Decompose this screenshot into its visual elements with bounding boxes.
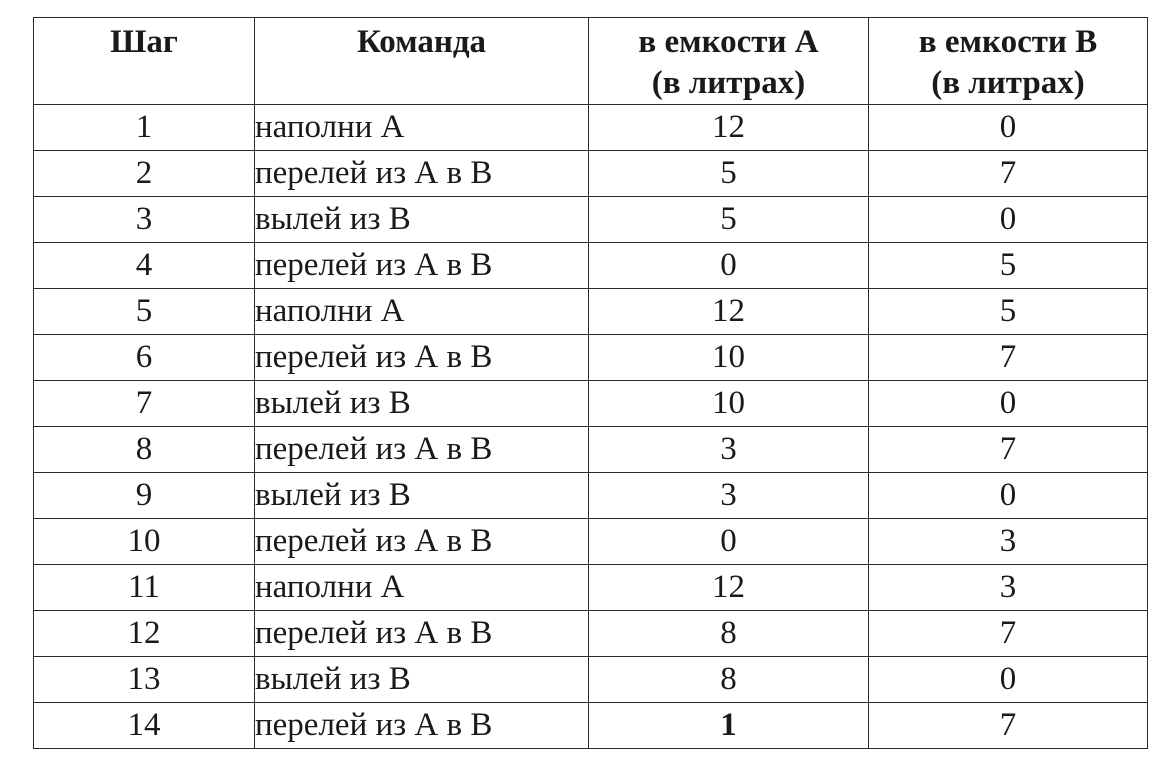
tank-a-value-cell: 5 [589,197,869,243]
step-cell: 1 [34,105,255,151]
tank-b-value-cell: 7 [869,427,1148,473]
command-cell: наполни А [255,565,589,611]
step-cell: 8 [34,427,255,473]
tank-a-value-cell: 3 [589,473,869,519]
tank-b-value-cell: 5 [869,243,1148,289]
step-cell: 13 [34,657,255,703]
step-cell: 12 [34,611,255,657]
tank-a-value-cell: 10 [589,381,869,427]
tank-b-value-cell: 0 [869,197,1148,243]
tank-b-value-cell: 5 [869,289,1148,335]
command-cell: перелей из А в В [255,335,589,381]
step-cell: 10 [34,519,255,565]
tank-a-value-cell: 12 [589,105,869,151]
table-row [34,151,1148,197]
tank-a-value-cell: 8 [589,657,869,703]
step-cell: 3 [34,197,255,243]
command-cell: вылей из В [255,381,589,427]
table-row [34,381,1148,427]
header-row [34,18,1148,105]
tank-a-value-cell: 8 [589,611,869,657]
command-cell: перелей из А в В [255,611,589,657]
tank-a-value-cell: 10 [589,335,869,381]
header-tank-a-line2: (в литрах) [651,65,806,101]
command-cell: вылей из В [255,473,589,519]
header-tank-a [589,18,869,105]
step-cell: 6 [34,335,255,381]
tank-a-value-cell: 3 [589,427,869,473]
tank-b-value-cell: 3 [869,519,1148,565]
header-step: Шаг [34,18,255,105]
tank-b-value-cell: 7 [869,151,1148,197]
tank-a-value-cell: 1 [589,703,869,749]
steps-table [33,17,1148,749]
table-row [34,657,1148,703]
header-tank-a-line1: в емкости А [638,24,819,60]
tank-b-value-cell: 7 [869,611,1148,657]
command-cell: вылей из В [255,197,589,243]
header-tank-b [869,18,1148,105]
table-row [34,197,1148,243]
table-row [34,335,1148,381]
table-row [34,289,1148,335]
step-cell: 4 [34,243,255,289]
header-tank-b-line1: в емкости В [918,24,1098,60]
command-cell: перелей из А в В [255,519,589,565]
tank-b-value-cell: 0 [869,473,1148,519]
header-command: Команда [255,18,589,105]
command-cell: перелей из А в В [255,427,589,473]
table-row [34,519,1148,565]
table-row [34,473,1148,519]
table-body [34,105,1148,749]
tank-b-value-cell: 0 [869,381,1148,427]
command-cell: наполни А [255,289,589,335]
tank-b-value-cell: 7 [869,703,1148,749]
header-tank-b-line2: (в литрах) [931,65,1085,101]
command-cell: вылей из В [255,657,589,703]
tank-a-value-cell: 0 [589,519,869,565]
step-cell: 7 [34,381,255,427]
command-cell: перелей из А в В [255,703,589,749]
command-cell: перелей из А в В [255,243,589,289]
table-row [34,243,1148,289]
table-row [34,427,1148,473]
table-row [34,611,1148,657]
step-cell: 14 [34,703,255,749]
tank-b-value-cell: 3 [869,565,1148,611]
table-row [34,703,1148,749]
tank-a-value-cell: 12 [589,565,869,611]
tank-b-value-cell: 7 [869,335,1148,381]
step-cell: 9 [34,473,255,519]
table-row [34,565,1148,611]
step-cell: 11 [34,565,255,611]
step-cell: 5 [34,289,255,335]
tank-b-value-cell: 0 [869,105,1148,151]
step-cell: 2 [34,151,255,197]
table-row [34,105,1148,151]
command-cell: перелей из А в В [255,151,589,197]
command-cell: наполни А [255,105,589,151]
tank-a-value-cell: 5 [589,151,869,197]
tank-a-value-cell: 12 [589,289,869,335]
tank-b-value-cell: 0 [869,657,1148,703]
tank-a-value-cell: 0 [589,243,869,289]
